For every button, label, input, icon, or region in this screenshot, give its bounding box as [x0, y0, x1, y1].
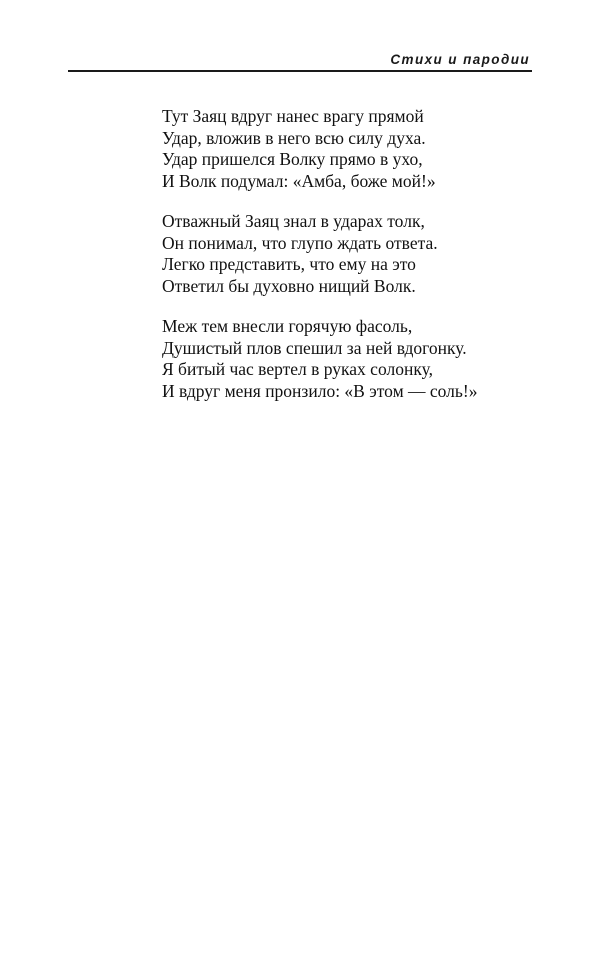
header-rule [68, 70, 532, 72]
poem-line: Отважный Заяц знал в ударах толк, [162, 211, 425, 231]
stanza-2 [162, 211, 562, 297]
poem-line: Удар пришелся Волку прямо в ухо, [162, 149, 423, 169]
running-header [68, 50, 532, 74]
poem-line: Душистый плов спешил за ней вдогонку. [162, 337, 467, 358]
poem-line: Ответил бы духовно нищий Волк. [162, 275, 416, 296]
poem-line: Меж тем внесли горячую фасоль, [162, 316, 413, 336]
poem-line: И Волк подумал: «Амба, боже мой!» [162, 170, 436, 191]
poem-line: Я битый час вертел в руках солонку, [162, 359, 433, 379]
stanza-1 [162, 106, 562, 192]
poem-line: Легко представить, что ему на это [162, 254, 416, 274]
poem-line: Удар, вложив в него всю силу духа. [162, 127, 426, 148]
poem [162, 106, 562, 421]
running-header-title: Стихи и пародии [390, 52, 530, 67]
poem-line: Тут Заяц вдруг нанес врагу прямой [162, 106, 424, 126]
poem-line: Он понимал, что глупо ждать ответа. [162, 232, 438, 253]
stanza-3 [162, 316, 562, 402]
poem-line: И вдруг меня пронзило: «В этом — соль!» [162, 380, 478, 401]
